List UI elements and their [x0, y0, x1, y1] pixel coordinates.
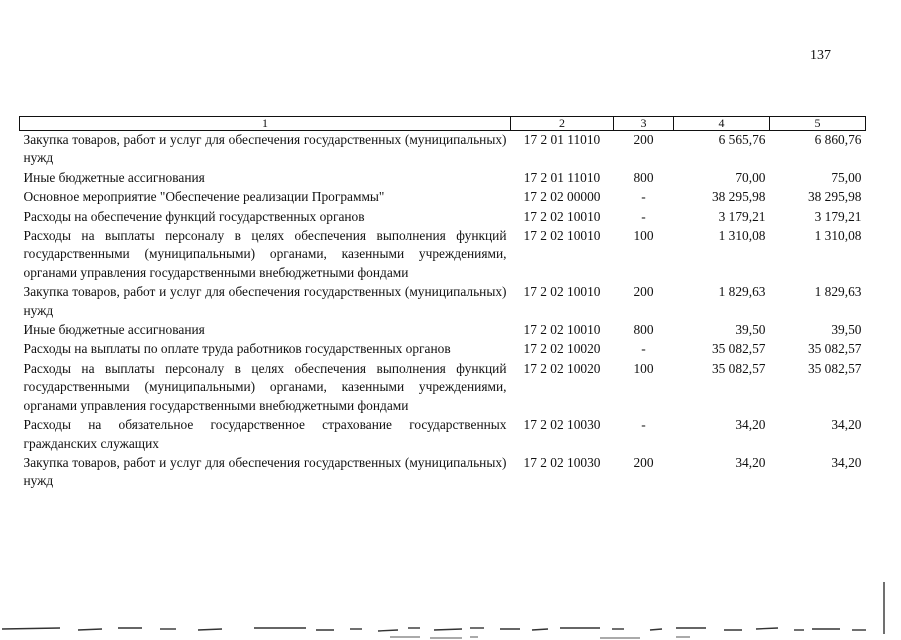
- row-type-cell: -: [641, 417, 646, 433]
- row-code-cell: 17 2 01 11010: [523, 169, 601, 185]
- row-code-cell: 17 2 02 00000: [523, 189, 601, 205]
- row-value-col5-cell: 75,00: [831, 169, 862, 185]
- page-number: 137: [810, 48, 831, 63]
- row-value-col4-cell: 39,50: [735, 322, 766, 338]
- header-col-2: 2: [511, 117, 614, 131]
- row-value-col5-cell: 6 860,76: [814, 132, 862, 147]
- row-value-col5-cell: 1 310,08: [814, 228, 862, 244]
- row-code-cell: 17 2 02 10030: [523, 454, 601, 470]
- row-type-cell: 100: [633, 360, 654, 376]
- table-row: [20, 208, 866, 227]
- row-type-cell: -: [641, 341, 646, 357]
- row-value-col5-cell: 35 082,57: [807, 360, 862, 376]
- row-value-col4-cell: 3 179,21: [718, 208, 766, 224]
- row-value-col5-cell: 35 082,57: [807, 341, 862, 357]
- row-value-col4-cell: 1 829,63: [718, 284, 766, 300]
- table-row: [20, 169, 866, 188]
- table-row: [20, 360, 866, 416]
- row-value-col5-cell: 39,50: [831, 322, 862, 338]
- row-code-cell: 17 2 02 10010: [523, 322, 601, 338]
- row-value-col4-cell: 34,20: [735, 417, 766, 433]
- header-col-5: 5: [770, 117, 866, 131]
- table-row: [20, 227, 866, 283]
- table-body: [20, 131, 866, 492]
- row-name-cell: Расходы на выплаты персоналу в целях обеспечения выполнения функций государственными (муниципальными) органами, казенными учреждениями, органами управления государственными внебюджетными фондами: [23, 228, 507, 280]
- row-name-cell: Закупка товаров, работ и услуг для обеспечения государственных (муниципальных) нужд: [23, 132, 507, 166]
- row-code-cell: 17 2 02 10020: [523, 360, 601, 376]
- row-value-col5-cell: 34,20: [831, 454, 862, 470]
- table-row: [20, 321, 866, 340]
- row-type-cell: 100: [633, 228, 654, 244]
- row-name-cell: Закупка товаров, работ и услуг для обеспечения государственных (муниципальных) нужд: [23, 284, 507, 318]
- row-name-cell: Расходы на обязательное государственное страхование государственных гражданских служащих: [23, 417, 507, 451]
- table-row: [20, 283, 866, 321]
- row-code-cell: 17 2 02 10020: [523, 341, 601, 357]
- row-name-cell: Иные бюджетные ассигнования: [23, 169, 205, 185]
- header-col-4: 4: [674, 117, 770, 131]
- row-value-col4-cell: 70,00: [735, 169, 766, 185]
- row-name-cell: Закупка товаров, работ и услуг для обеспечения государственных (муниципальных) нужд: [23, 454, 507, 489]
- row-type-cell: 800: [633, 322, 654, 338]
- header-row: [20, 117, 866, 131]
- row-value-col4-cell: 35 082,57: [711, 341, 766, 357]
- row-code-cell: 17 2 02 10010: [523, 284, 601, 300]
- table-row: [20, 454, 866, 492]
- row-value-col5-cell: 38 295,98: [807, 189, 862, 205]
- row-code-cell: 17 2 01 11010: [523, 132, 601, 147]
- row-value-col4-cell: 35 082,57: [711, 360, 766, 376]
- row-name-cell: Иные бюджетные ассигнования: [23, 322, 205, 338]
- row-value-col4-cell: 6 565,76: [718, 132, 766, 147]
- row-code-cell: 17 2 02 10010: [523, 208, 601, 224]
- table-header: [20, 117, 866, 131]
- row-type-cell: 200: [633, 132, 654, 147]
- row-name-cell: Основное мероприятие "Обеспечение реализации Программы": [23, 189, 385, 205]
- scan-artifact-marks: [0, 568, 901, 640]
- row-type-cell: 200: [633, 284, 654, 300]
- row-type-cell: 200: [633, 454, 654, 470]
- row-type-cell: 800: [633, 169, 654, 185]
- table-row: [20, 340, 866, 359]
- header-col-1: 1: [20, 117, 511, 131]
- row-value-col5-cell: 34,20: [831, 417, 862, 433]
- header-col-3: 3: [614, 117, 674, 131]
- row-code-cell: 17 2 02 10030: [523, 417, 601, 433]
- table-row: [20, 188, 866, 207]
- row-name-cell: Расходы на выплаты по оплате труда работников государственных органов: [23, 341, 451, 357]
- row-value-col4-cell: 1 310,08: [718, 228, 766, 244]
- row-name-cell: Расходы на выплаты персоналу в целях обеспечения выполнения функций государственными (муниципальными) органами, казенными учреждениями, органами управления государственными внебюджетными фондами: [23, 360, 507, 413]
- row-code-cell: 17 2 02 10010: [523, 228, 601, 244]
- row-type-cell: -: [641, 208, 646, 224]
- row-value-col5-cell: 3 179,21: [814, 208, 862, 224]
- row-value-col4-cell: 38 295,98: [711, 189, 766, 205]
- budget-table: [19, 116, 866, 492]
- row-value-col5-cell: 1 829,63: [814, 284, 862, 300]
- table-row: [20, 131, 866, 169]
- row-name-cell: Расходы на обеспечение функций государственных органов: [23, 208, 365, 224]
- table-row: [20, 416, 866, 454]
- row-value-col4-cell: 34,20: [735, 454, 766, 470]
- row-type-cell: -: [641, 189, 646, 205]
